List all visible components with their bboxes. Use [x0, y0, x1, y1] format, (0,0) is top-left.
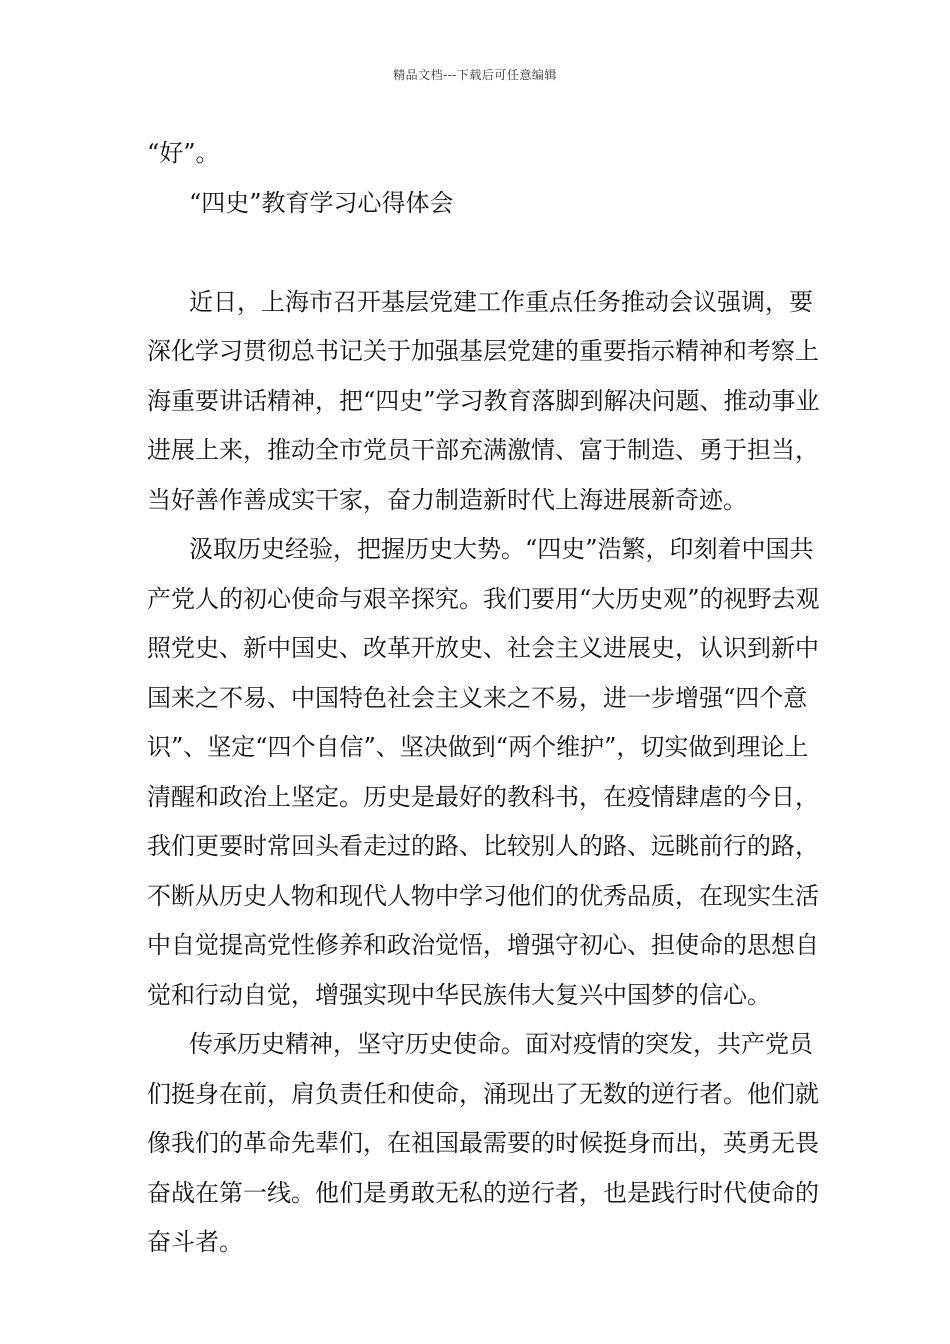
page-header: 精品文档---下载后可任意编辑 — [393, 68, 557, 82]
paragraph: 传承历史精神，坚守历史使命。面对疫情的突发，共产党员们挺身在前，肩负责任和使命，涌现出了无数的逆行者。他们就像我们的革命先辈们，在祖国最需要的时候挺身而出，英勇无畏奋战在第一线。他们是勇敢无私的逆行者，也是践行时代使命的奋斗者。 — [147, 1030, 819, 1256]
spacer — [147, 228, 827, 278]
paragraph: 汲取历史经验，把握历史大势。“四史”浩繁，印刻着中国共产党人的初心使命与艰辛探究。我们要用“大历史观”的视野去观照党史、新中国史、改革开放史、社会主义进展史，认识到新中国来之不易、中国特色社会主义来之不易，进一步增强“四个意识”、坚定“四个自信”、坚决做到“两个维护”，切实做到理论上清醒和政治上坚定。历史是最好的教科书，在疫情肆虐的今日，我们更要时常回头看走过的路、比较别人的路、远眺前行的路，不断从历史人物和现代人物中学习他们的优秀品质，在现实生活中自觉提高党性修养和政治觉悟，增强守初心、担使命的思想自觉和行动自觉，增强实现中华民族伟大复兴中国梦的信心。 — [147, 535, 820, 1009]
paragraph: 近日，上海市召开基层党建工作重点任务推动会议强调，要深化学习贯彻总书记关于加强基层党建的重要指示精神和考察上海重要讲话精神，把“四史”学习教育落脚到解决问题、推动事业进展上来，推动全市党员干部充满激情、富于制造、勇于担当，当好善作善成实干家，奋力制造新时代上海进展新奇迹。 — [147, 287, 820, 514]
document-title: “四史”教育学习心得体会 — [189, 188, 454, 217]
document-body — [147, 129, 827, 1268]
text-fragment: “好”。 — [147, 139, 220, 167]
